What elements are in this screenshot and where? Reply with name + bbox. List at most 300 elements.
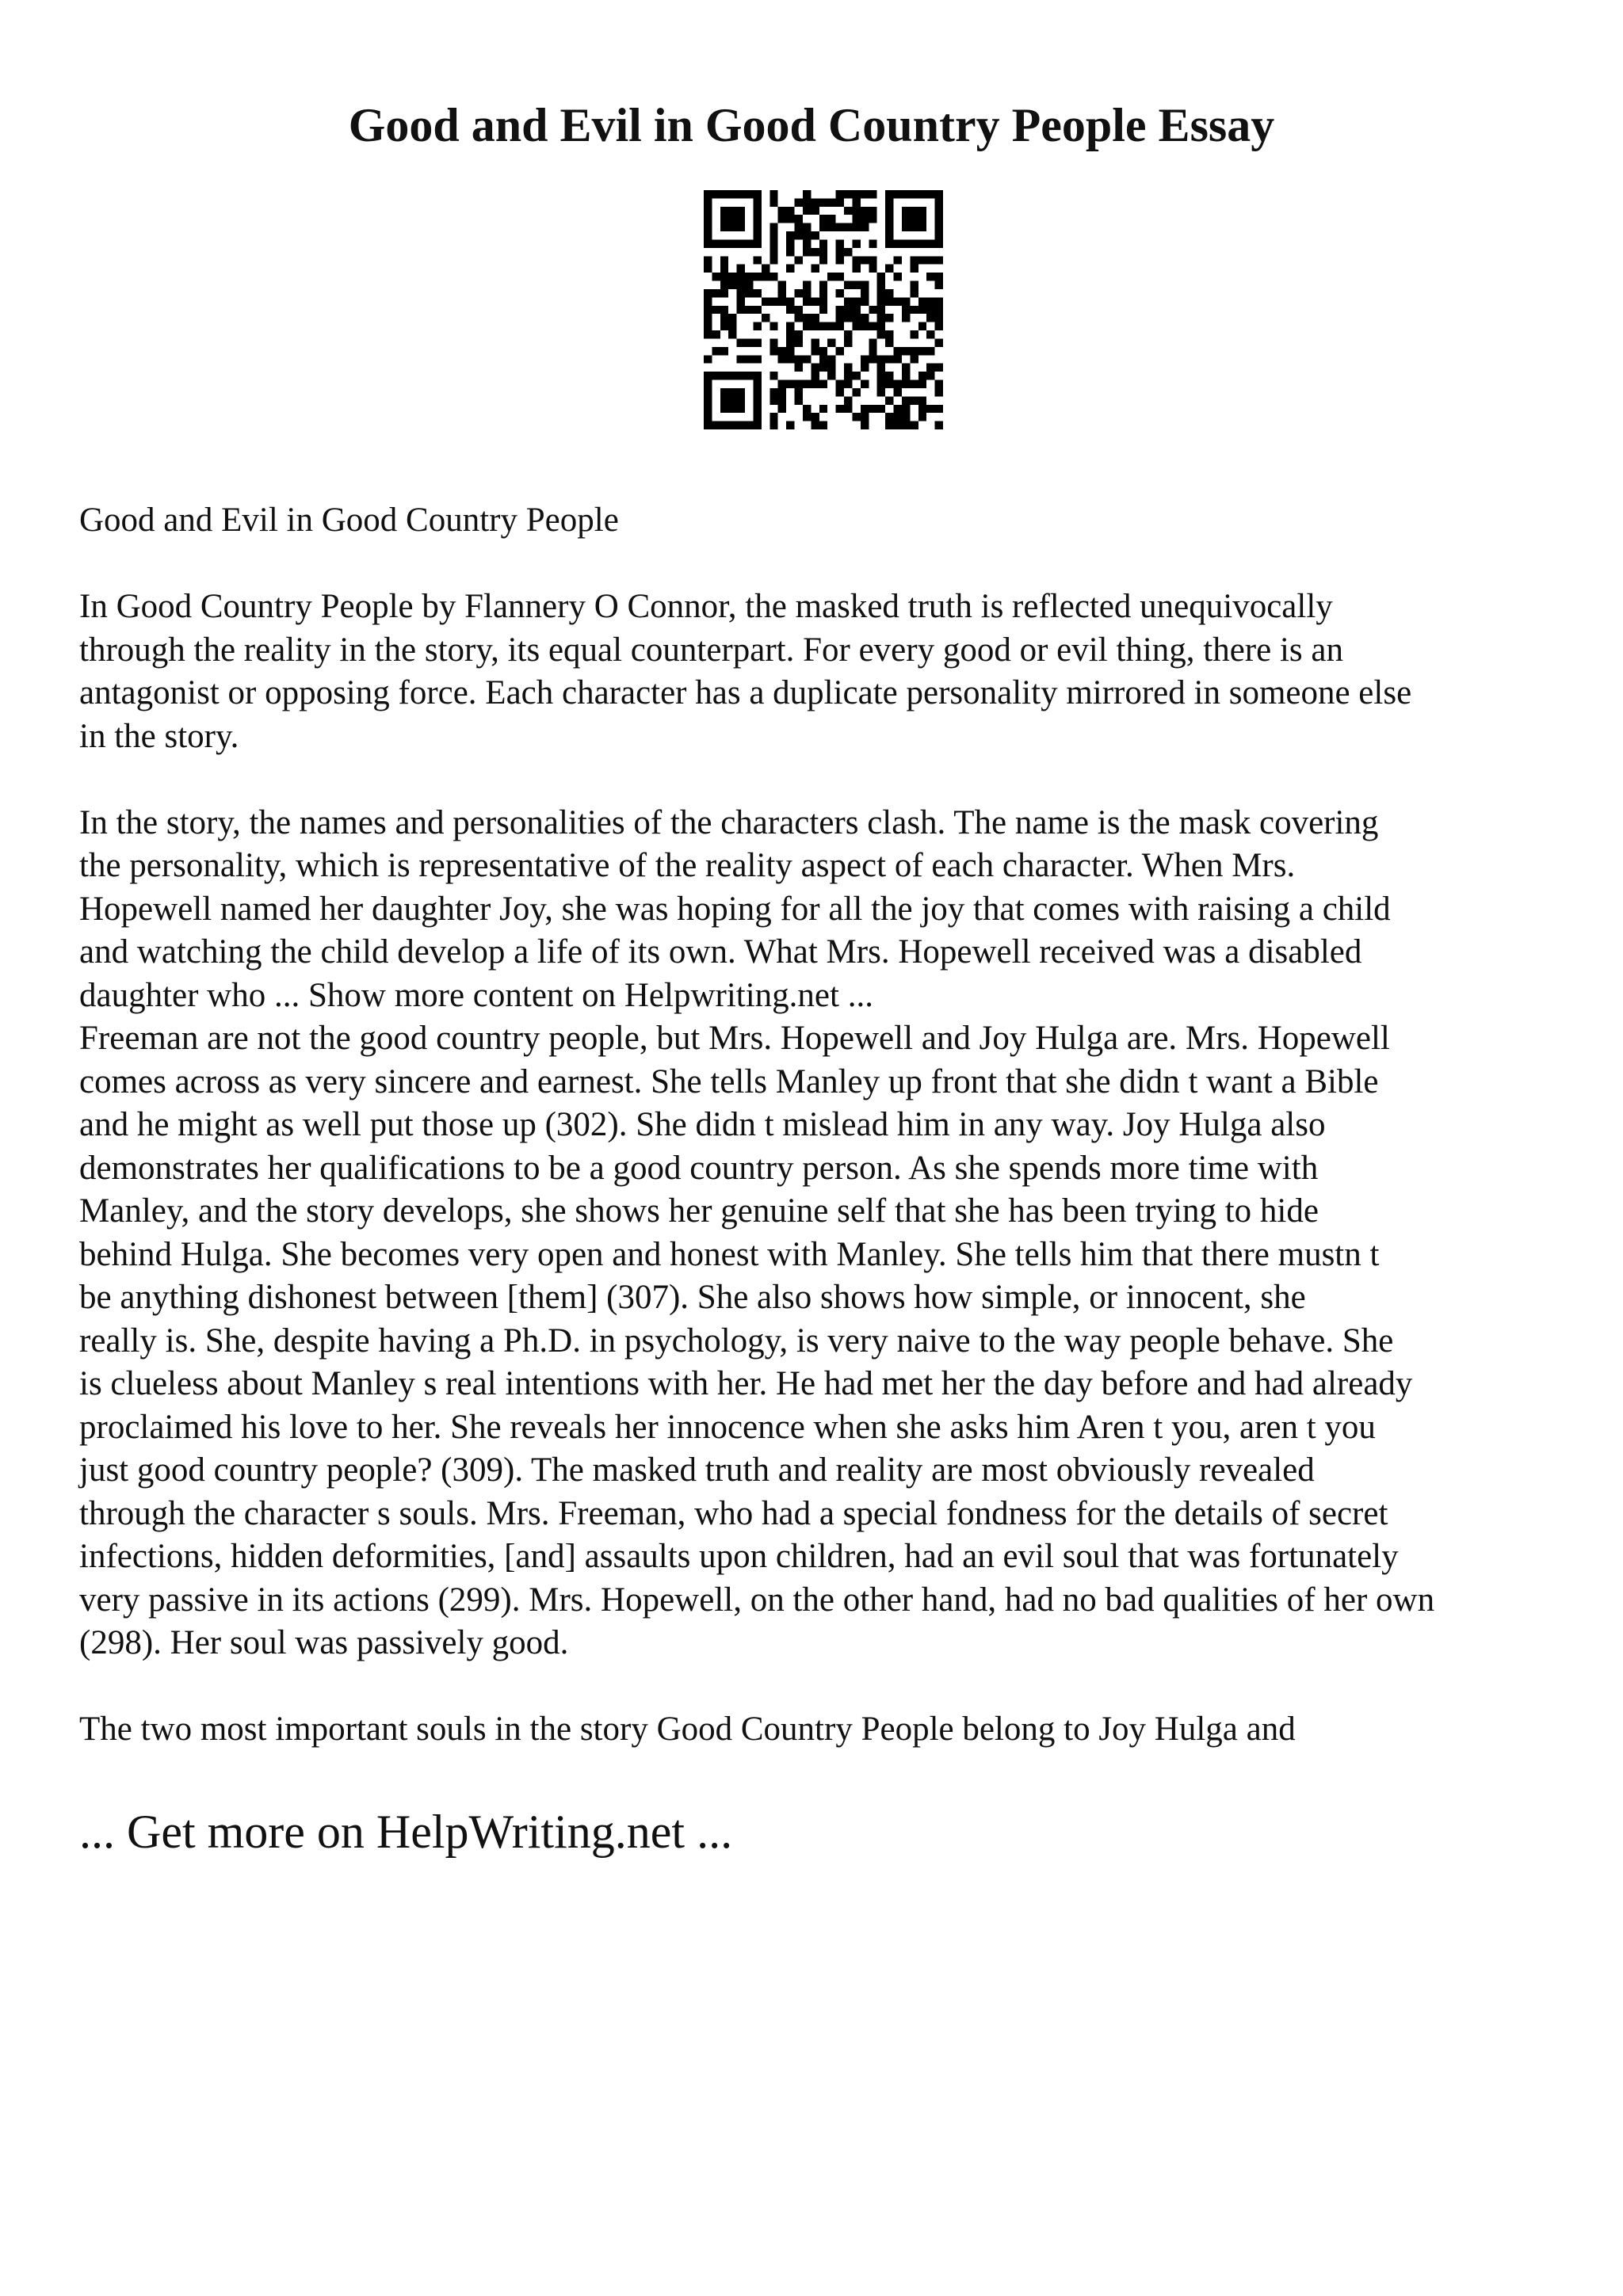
qr-module: [795, 314, 803, 322]
qr-module: [852, 413, 860, 421]
qr-module: [728, 223, 736, 231]
qr-module: [885, 223, 893, 231]
qr-module: [885, 413, 893, 421]
qr-module: [861, 322, 869, 330]
qr-module: [819, 421, 827, 429]
qr-module: [910, 306, 918, 314]
qr-module: [935, 297, 943, 305]
qr-module: [827, 338, 835, 346]
qr-module: [811, 231, 819, 239]
qr-module: [769, 297, 777, 305]
qr-module: [803, 207, 811, 215]
qr-module: [861, 190, 869, 198]
qr-module: [769, 223, 777, 231]
qr-module: [769, 190, 777, 198]
qr-module: [753, 355, 761, 363]
qr-module: [869, 306, 876, 314]
document-title: Good and Evil in Good Country People Essay: [348, 99, 1275, 151]
qr-module: [844, 207, 852, 215]
qr-module: [704, 207, 712, 215]
qr-module: [926, 306, 934, 314]
qr-module: [910, 347, 918, 355]
qr-module: [861, 256, 869, 264]
qr-module: [745, 355, 753, 363]
qr-module: [720, 215, 728, 223]
qr-module: [844, 364, 852, 372]
qr-module: [885, 207, 893, 215]
qr-module: [769, 248, 777, 256]
qr-module: [861, 314, 869, 322]
qr-module: [894, 347, 902, 355]
qr-module: [753, 289, 761, 297]
qr-module: [769, 338, 777, 346]
qr-module: [728, 314, 736, 322]
qr-module: [803, 413, 811, 421]
qr-module: [926, 364, 934, 372]
qr-module: [769, 347, 777, 355]
qr-module: [918, 322, 926, 330]
qr-module: [795, 364, 803, 372]
qr-module: [720, 372, 728, 379]
qr-module: [935, 380, 943, 388]
qr-module: [885, 265, 893, 273]
qr-module: [704, 413, 712, 421]
qr-module: [737, 306, 745, 314]
qr-module: [737, 289, 745, 297]
qr-module: [778, 215, 786, 223]
qr-module: [720, 265, 728, 273]
qr-module: [844, 281, 852, 289]
qr-module: [852, 256, 860, 264]
qr-module: [926, 330, 934, 338]
qr-module: [910, 289, 918, 297]
qr-module: [795, 338, 803, 346]
qr-module: [877, 380, 885, 388]
qr-module: [935, 314, 943, 322]
qr-module: [819, 256, 827, 264]
qr-module: [762, 265, 769, 273]
qr-module: [918, 239, 926, 247]
qr-module: [836, 248, 844, 256]
qr-module: [844, 380, 852, 388]
qr-module: [885, 338, 893, 346]
qr-module: [918, 190, 926, 198]
qr-module: [737, 355, 745, 363]
qr-module: [720, 289, 728, 297]
qr-module: [877, 388, 885, 396]
qr-module: [778, 297, 786, 305]
qr-module: [935, 421, 943, 429]
qr-module: [795, 388, 803, 396]
qr-module: [877, 281, 885, 289]
qr-module: [918, 413, 926, 421]
qr-module: [918, 306, 926, 314]
qr-module: [902, 421, 910, 429]
qr-module: [902, 215, 910, 223]
qr-module: [902, 306, 910, 314]
qr-module: [852, 239, 860, 247]
qr-module: [861, 207, 869, 215]
qr-module: [869, 190, 876, 198]
qr-module: [819, 380, 827, 388]
qr-module: [753, 338, 761, 346]
qr-module: [910, 207, 918, 215]
qr-module: [795, 380, 803, 388]
qr-module: [728, 388, 736, 396]
qr-module: [811, 314, 819, 322]
qr-module: [844, 405, 852, 413]
qr-module: [704, 215, 712, 223]
qr-module: [745, 239, 753, 247]
qr-module: [795, 215, 803, 223]
qr-module: [827, 198, 835, 206]
qr-module: [728, 273, 736, 280]
qr-module: [885, 396, 893, 404]
qr-module: [704, 314, 712, 322]
qr-module: [712, 347, 720, 355]
qr-module: [811, 322, 819, 330]
qr-module: [786, 338, 794, 346]
qr-module: [737, 421, 745, 429]
qr-module: [918, 256, 926, 264]
qr-module: [902, 207, 910, 215]
qr-module: [728, 372, 736, 379]
qr-module: [836, 190, 844, 198]
qr-module: [753, 190, 761, 198]
qr-module: [861, 215, 869, 223]
qr-module: [753, 388, 761, 396]
qr-module: [852, 190, 860, 198]
qr-module: [803, 223, 811, 231]
paragraph: In Good Country People by Flannery O Connor, the masked truth is reflected unequivocally through the reality in the story, its equal counterpart. For every good or evil thing, there is an antagonist or opposing force. Each character has a duplicate personality mirrored in someone else in the story.: [79, 588, 1412, 755]
qr-module: [737, 388, 745, 396]
qr-module: [720, 306, 728, 314]
qr-module: [861, 421, 869, 429]
qr-module: [769, 372, 777, 379]
qr-module: [877, 306, 885, 314]
qr-module: [795, 355, 803, 363]
qr-module: [795, 198, 803, 206]
qr-module: [926, 297, 934, 305]
qr-module: [753, 273, 761, 280]
qr-module: [753, 215, 761, 223]
qr-module: [885, 314, 893, 322]
qr-module: [819, 223, 827, 231]
qr-module: [877, 330, 885, 338]
get-more-link[interactable]: ... Get more on HelpWriting.net ...: [79, 1806, 733, 1858]
qr-module: [728, 239, 736, 247]
qr-module: [894, 413, 902, 421]
qr-module: [786, 355, 794, 363]
qr-module: [712, 190, 720, 198]
qr-module: [902, 405, 910, 413]
qr-module: [861, 380, 869, 388]
qr-module: [877, 289, 885, 297]
qr-module: [877, 273, 885, 280]
qr-module: [737, 265, 745, 273]
qr-module: [836, 322, 844, 330]
qr-module: [803, 198, 811, 206]
qr-module: [811, 347, 819, 355]
qr-module: [745, 190, 753, 198]
qr-module: [762, 273, 769, 280]
qr-module: [836, 198, 844, 206]
qr-module: [720, 190, 728, 198]
qr-module: [704, 265, 712, 273]
qr-module: [861, 364, 869, 372]
qr-module: [926, 190, 934, 198]
qr-module: [720, 421, 728, 429]
qr-module: [786, 421, 794, 429]
qr-module: [712, 273, 720, 280]
qr-module: [704, 198, 712, 206]
qr-module: [737, 239, 745, 247]
qr-module: [935, 273, 943, 280]
qr-module: [803, 190, 811, 198]
qr-module: [737, 223, 745, 231]
qr-module: [836, 306, 844, 314]
qr-module: [902, 314, 910, 322]
paragraph-gap: [79, 758, 1553, 802]
qr-module: [803, 322, 811, 330]
qr-module: [844, 223, 852, 231]
qr-module: [795, 256, 803, 264]
qr-module: [778, 207, 786, 215]
qr-module: [902, 364, 910, 372]
qr-module: [844, 190, 852, 198]
qr-module: [935, 388, 943, 396]
qr-module: [902, 190, 910, 198]
qr-module: [795, 289, 803, 297]
qr-module: [720, 273, 728, 280]
qr-module: [902, 347, 910, 355]
qr-module: [819, 405, 827, 413]
qr-module: [861, 223, 869, 231]
qr-module: [844, 297, 852, 305]
qr-module: [795, 223, 803, 231]
qr-module: [737, 297, 745, 305]
qr-module: [753, 223, 761, 231]
qr-module: [753, 198, 761, 206]
qr-module: [728, 190, 736, 198]
qr-module: [910, 223, 918, 231]
qr-module: [910, 330, 918, 338]
qr-module: [902, 372, 910, 379]
qr-module: [869, 239, 876, 247]
qr-module: [926, 372, 934, 379]
qr-module: [827, 364, 835, 372]
qr-module: [786, 322, 794, 330]
qr-module: [737, 190, 745, 198]
qr-module: [778, 355, 786, 363]
qr-module: [753, 372, 761, 379]
qr-module: [877, 322, 885, 330]
qr-module: [910, 190, 918, 198]
qr-module: [786, 330, 794, 338]
qr-module: [811, 364, 819, 372]
qr-module: [885, 355, 893, 363]
qr-module: [877, 405, 885, 413]
qr-module: [935, 256, 943, 264]
qr-module: [935, 223, 943, 231]
qr-module: [753, 380, 761, 388]
qr-module: [704, 190, 712, 198]
qr-module: [786, 248, 794, 256]
qr-module: [852, 372, 860, 379]
qr-module: [918, 380, 926, 388]
qr-module: [836, 289, 844, 297]
qr-module: [819, 239, 827, 247]
qr-module: [852, 215, 860, 223]
qr-module: [918, 207, 926, 215]
qr-module: [910, 265, 918, 273]
qr-module: [720, 207, 728, 215]
qr-module: [885, 372, 893, 379]
qr-module: [786, 297, 794, 305]
qr-module: [786, 380, 794, 388]
qr-module: [704, 322, 712, 330]
qr-module: [935, 322, 943, 330]
qr-module: [935, 215, 943, 223]
qr-module: [852, 223, 860, 231]
qr-module: [885, 198, 893, 206]
qr-module: [861, 355, 869, 363]
qr-module: [795, 306, 803, 314]
qr-module: [844, 372, 852, 379]
qr-module: [877, 355, 885, 363]
qr-module: [704, 396, 712, 404]
qr-module: [704, 231, 712, 239]
qr-module: [720, 223, 728, 231]
qr-module: [869, 322, 876, 330]
qr-module: [704, 239, 712, 247]
qr-module: [803, 405, 811, 413]
qr-module: [894, 256, 902, 264]
qr-module: [918, 347, 926, 355]
qr-module: [704, 355, 712, 363]
qr-module: [836, 405, 844, 413]
qr-module: [778, 396, 786, 404]
qr-module: [819, 215, 827, 223]
qr-module: [902, 380, 910, 388]
qr-module: [852, 265, 860, 273]
qr-module: [877, 372, 885, 379]
qr-module: [861, 289, 869, 297]
qr-module: [704, 297, 712, 305]
qr-module: [728, 215, 736, 223]
qr-module: [910, 239, 918, 247]
qr-module: [836, 388, 844, 396]
qr-module: [852, 322, 860, 330]
qr-module: [935, 207, 943, 215]
qr-module: [910, 355, 918, 363]
qr-module: [745, 421, 753, 429]
qr-module: [811, 265, 819, 273]
qr-module: [712, 306, 720, 314]
document-body: [79, 499, 1553, 1752]
qr-module: [704, 421, 712, 429]
qr-module: [935, 306, 943, 314]
qr-module: [811, 248, 819, 256]
qr-module: [803, 248, 811, 256]
qr-module: [902, 396, 910, 404]
qr-module: [720, 388, 728, 396]
qr-module: [704, 372, 712, 379]
qr-module: [836, 347, 844, 355]
paragraph: In the story, the names and personalities of the characters clash. The name is the mask covering the personality, which is representative of the reality aspect of each character. When Mrs. Hopewell named her daughter Joy, she was hoping for all the joy that comes with raising a child and watching the child develop a life of its own. What Mrs. Hopewell received was a disabled daughter who ... Show more content on Helpwriting.net ... Freeman are not the good country people, but Mrs. Hopewell and Joy Hulga are. Mrs. Hopewell comes across as very sincere and earnest. She tells Manley up front that she didn t want a Bible and he might as well put those up (302). She didn t mislead him in any way. Joy Hulga also demonstrates her qualifications to be a good country person. As she spends more time with Manley, and the story develops, she shows her genuine self that she has been trying to hide behind Hulga. She becomes very open and honest with Manley. She tells him that there mustn t be anything dishonest between [them] (307). She also shows how simple, or innocent, she really is. She, despite having a Ph.D. in psychology, is very naive to the way people behave. She is clueless about Manley s real intentions with her. He had met her the day before and had already proclaimed his love to her. She reveals her innocence when she asks him Aren t you, aren t you just good country people? (309). The masked truth and reality are most obviously revealed through the character s souls. Mrs. Freeman, who had a special fondness for the details of secret infections, hidden deformities, [and] assaults upon children, had an evil soul that was fortunately very passive in its actions (299). Mrs. Hopewell, on the other hand, had no bad qualities of her own (298). Her soul was passively good.: [79, 803, 1435, 1661]
qr-module: [704, 330, 712, 338]
qr-module: [811, 207, 819, 215]
qr-module: [745, 289, 753, 297]
qr-module: [728, 421, 736, 429]
qr-module: [720, 314, 728, 322]
qr-module: [827, 223, 835, 231]
qr-module: [728, 396, 736, 404]
qr-module: [720, 396, 728, 404]
qr-module: [836, 314, 844, 322]
qr-module: [894, 355, 902, 363]
qr-module: [819, 198, 827, 206]
qr-module: [786, 306, 794, 314]
paragraph-gap: [79, 1665, 1553, 1709]
qr-module: [836, 273, 844, 280]
qr-module: [910, 380, 918, 388]
qr-module: [877, 297, 885, 305]
qr-module: [902, 223, 910, 231]
qr-module: [778, 281, 786, 289]
qr-module: [769, 388, 777, 396]
qr-module: [720, 281, 728, 289]
qr-module: [861, 413, 869, 421]
qr-module: [803, 289, 811, 297]
qr-module: [819, 289, 827, 297]
qr-module: [745, 273, 753, 280]
qr-module: [712, 372, 720, 379]
qr-module: [803, 380, 811, 388]
qr-module: [728, 330, 736, 338]
qr-module: [720, 239, 728, 247]
qr-module: [852, 281, 860, 289]
qr-module: [852, 314, 860, 322]
qr-module: [885, 380, 893, 388]
qr-module: [918, 372, 926, 379]
qr-module: [737, 372, 745, 379]
qr-module: [819, 281, 827, 289]
qr-module: [712, 239, 720, 247]
qr-module: [918, 405, 926, 413]
qr-module: [811, 372, 819, 379]
qr-module: [762, 314, 769, 322]
qr-module: [869, 347, 876, 355]
qr-module: [935, 338, 943, 346]
qr-module: [769, 239, 777, 247]
qr-module: [902, 239, 910, 247]
qr-module: [712, 421, 720, 429]
qr-module: [704, 405, 712, 413]
qr-module: [720, 347, 728, 355]
qr-module: [844, 338, 852, 346]
qr-module: [786, 239, 794, 247]
qr-module: [819, 306, 827, 314]
qr-module: [935, 364, 943, 372]
qr-module: [885, 330, 893, 338]
qr-module: [753, 207, 761, 215]
document-subtitle: Good and Evil in Good Country People: [79, 502, 619, 539]
qr-module: [910, 421, 918, 429]
qr-module: [803, 239, 811, 247]
qr-module: [811, 198, 819, 206]
qr-module: [786, 207, 794, 215]
